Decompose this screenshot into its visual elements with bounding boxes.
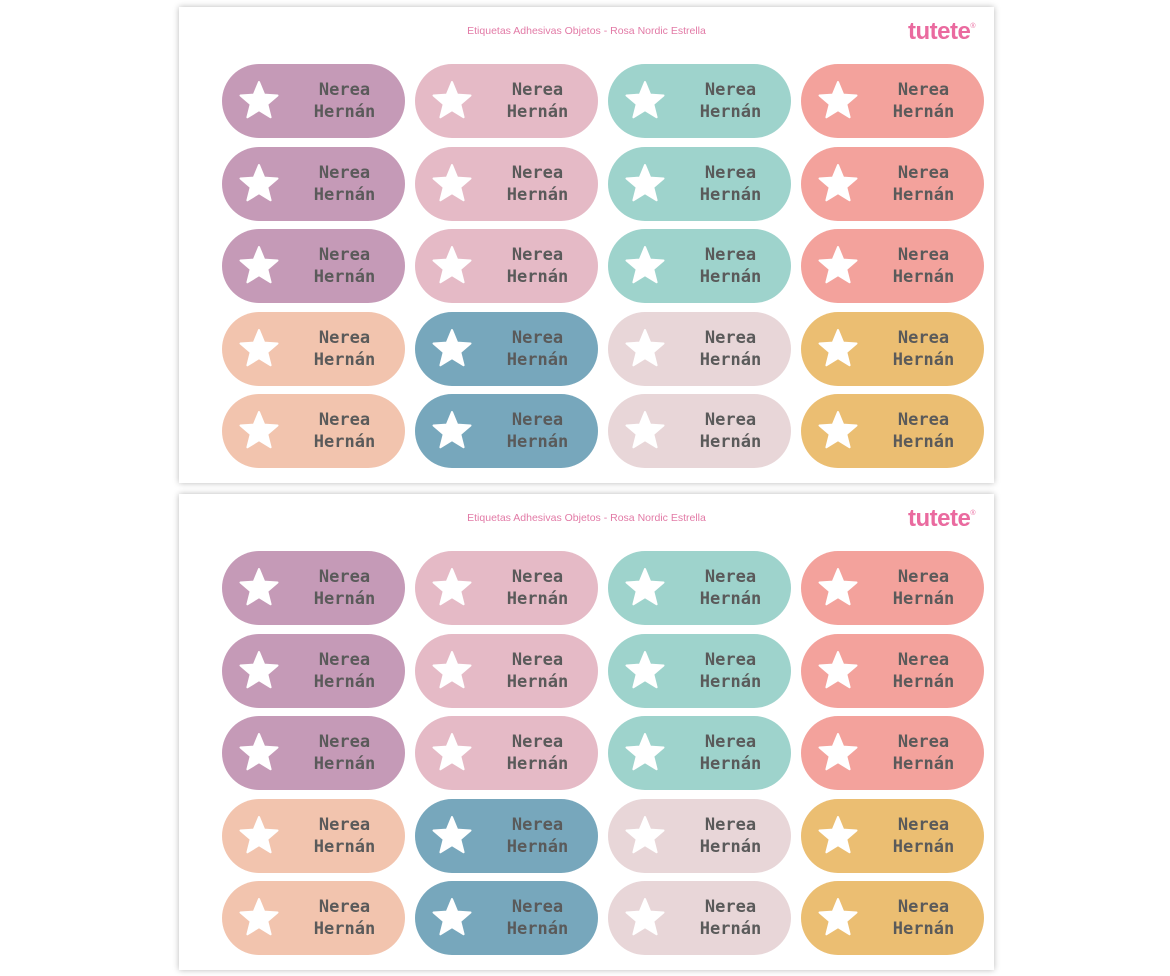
name-label-sticker [222, 551, 405, 625]
name-label-sticker [801, 634, 984, 708]
brand-name: tutete [907, 18, 971, 45]
last-name: Hernán [699, 267, 762, 287]
last-name: Hernán [892, 349, 955, 370]
first-name: Nerea [318, 732, 371, 752]
star-icon [625, 328, 665, 368]
last-name: Hernán [892, 919, 955, 939]
name-label-sticker [801, 229, 984, 303]
name-label-sticker [222, 64, 405, 138]
last-name: Hernán [313, 349, 376, 370]
name-label-sticker [801, 716, 984, 790]
sheet-title: Etiquetas Adhesivas Objetos - Rosa Nordic Estrella [467, 512, 706, 524]
label-name [487, 566, 588, 610]
first-name: Nerea [511, 410, 564, 430]
label-name [487, 162, 588, 206]
label-name [873, 649, 974, 693]
label-name [873, 896, 974, 940]
label-name [680, 79, 781, 123]
star-icon [239, 897, 279, 937]
label-name [873, 566, 974, 610]
first-name: Nerea [704, 649, 757, 670]
first-name: Nerea [897, 80, 950, 100]
last-name: Hernán [892, 267, 955, 287]
name-label-sticker [415, 64, 598, 138]
name-label-sticker [222, 716, 405, 790]
label-name [487, 409, 588, 453]
name-label-sticker [801, 551, 984, 625]
star-icon [432, 328, 472, 368]
label-name [294, 814, 395, 858]
label-name [680, 814, 781, 858]
first-name: Nerea [897, 245, 950, 265]
last-name: Hernán [506, 184, 569, 205]
label-name [294, 244, 395, 288]
name-label-sticker [608, 394, 791, 468]
label-name [873, 731, 974, 775]
label-name [294, 731, 395, 775]
label-name [873, 327, 974, 371]
label-name [487, 731, 588, 775]
label-name [294, 409, 395, 453]
last-name: Hernán [892, 102, 955, 122]
label-name [873, 79, 974, 123]
star-icon [818, 410, 858, 450]
label-name [873, 244, 974, 288]
first-name: Nerea [704, 327, 757, 348]
label-name [487, 327, 588, 371]
registered-mark: ® [970, 23, 975, 30]
name-label-sticker [415, 881, 598, 955]
first-name: Nerea [318, 897, 371, 917]
name-label-sticker [801, 394, 984, 468]
last-name: Hernán [506, 919, 569, 939]
first-name: Nerea [897, 732, 950, 752]
name-label-sticker [415, 551, 598, 625]
name-label-sticker [222, 799, 405, 873]
name-label-sticker [608, 634, 791, 708]
label-name [873, 409, 974, 453]
star-icon [239, 80, 279, 120]
last-name: Hernán [892, 184, 955, 205]
last-name: Hernán [699, 919, 762, 939]
star-icon [239, 410, 279, 450]
star-icon [432, 567, 472, 607]
star-icon [818, 650, 858, 690]
first-name: Nerea [704, 897, 757, 917]
name-label-sticker [222, 147, 405, 221]
first-name: Nerea [897, 649, 950, 670]
star-icon [432, 163, 472, 203]
label-name [680, 162, 781, 206]
first-name: Nerea [511, 80, 564, 100]
star-icon [432, 815, 472, 855]
label-name [680, 327, 781, 371]
star-icon [818, 328, 858, 368]
first-name: Nerea [704, 410, 757, 430]
star-icon [432, 897, 472, 937]
label-name [487, 244, 588, 288]
last-name: Hernán [313, 836, 376, 857]
star-icon [432, 80, 472, 120]
name-label-sticker [608, 312, 791, 386]
last-name: Hernán [506, 432, 569, 452]
brand-logo [908, 505, 975, 533]
star-icon [818, 897, 858, 937]
label-name [487, 79, 588, 123]
first-name: Nerea [318, 327, 371, 348]
last-name: Hernán [699, 671, 762, 692]
star-icon [625, 815, 665, 855]
name-label-sticker [222, 881, 405, 955]
label-name [294, 162, 395, 206]
label-name [873, 814, 974, 858]
star-icon [818, 245, 858, 285]
name-label-sticker [415, 716, 598, 790]
label-sheet [179, 7, 994, 483]
last-name: Hernán [313, 102, 376, 122]
sheet-title: Etiquetas Adhesivas Objetos - Rosa Nordic Estrella [467, 25, 706, 37]
label-name [873, 162, 974, 206]
name-label-sticker [415, 147, 598, 221]
last-name: Hernán [506, 349, 569, 370]
first-name: Nerea [704, 80, 757, 100]
label-name [680, 409, 781, 453]
label-grid [222, 551, 984, 955]
last-name: Hernán [506, 267, 569, 287]
name-label-sticker [608, 799, 791, 873]
last-name: Hernán [313, 267, 376, 287]
last-name: Hernán [892, 836, 955, 857]
name-label-sticker [608, 716, 791, 790]
star-icon [239, 567, 279, 607]
last-name: Hernán [699, 102, 762, 122]
last-name: Hernán [313, 671, 376, 692]
star-icon [818, 163, 858, 203]
last-name: Hernán [699, 432, 762, 452]
label-name [487, 896, 588, 940]
label-name [680, 896, 781, 940]
first-name: Nerea [318, 649, 371, 670]
label-name [487, 814, 588, 858]
first-name: Nerea [704, 814, 757, 835]
last-name: Hernán [313, 589, 376, 609]
label-name [294, 896, 395, 940]
first-name: Nerea [318, 80, 371, 100]
star-icon [625, 650, 665, 690]
first-name: Nerea [318, 245, 371, 265]
first-name: Nerea [704, 245, 757, 265]
label-grid [222, 64, 984, 468]
label-name [294, 649, 395, 693]
name-label-sticker [415, 634, 598, 708]
last-name: Hernán [699, 184, 762, 205]
name-label-sticker [608, 64, 791, 138]
star-icon [239, 732, 279, 772]
label-name [294, 566, 395, 610]
last-name: Hernán [506, 102, 569, 122]
star-icon [239, 650, 279, 690]
last-name: Hernán [506, 671, 569, 692]
label-name [680, 731, 781, 775]
first-name: Nerea [897, 327, 950, 348]
last-name: Hernán [506, 589, 569, 609]
last-name: Hernán [699, 589, 762, 609]
last-name: Hernán [506, 754, 569, 774]
first-name: Nerea [704, 732, 757, 752]
star-icon [818, 732, 858, 772]
star-icon [625, 410, 665, 450]
star-icon [818, 567, 858, 607]
label-name [680, 244, 781, 288]
last-name: Hernán [506, 836, 569, 857]
name-label-sticker [608, 229, 791, 303]
star-icon [239, 245, 279, 285]
name-label-sticker [222, 229, 405, 303]
last-name: Hernán [313, 184, 376, 205]
star-icon [625, 80, 665, 120]
star-icon [432, 732, 472, 772]
first-name: Nerea [511, 814, 564, 835]
label-sheet [179, 494, 994, 970]
label-name [294, 327, 395, 371]
name-label-sticker [608, 551, 791, 625]
first-name: Nerea [511, 567, 564, 587]
first-name: Nerea [511, 649, 564, 670]
name-label-sticker [222, 312, 405, 386]
first-name: Nerea [704, 567, 757, 587]
star-icon [625, 732, 665, 772]
star-icon [818, 815, 858, 855]
name-label-sticker [222, 394, 405, 468]
first-name: Nerea [318, 410, 371, 430]
name-label-sticker [608, 881, 791, 955]
label-name [680, 649, 781, 693]
star-icon [239, 328, 279, 368]
last-name: Hernán [892, 671, 955, 692]
label-name [294, 79, 395, 123]
last-name: Hernán [313, 432, 376, 452]
first-name: Nerea [511, 897, 564, 917]
last-name: Hernán [699, 836, 762, 857]
first-name: Nerea [897, 567, 950, 587]
star-icon [625, 567, 665, 607]
star-icon [625, 245, 665, 285]
name-label-sticker [801, 147, 984, 221]
first-name: Nerea [318, 162, 371, 183]
last-name: Hernán [313, 919, 376, 939]
name-label-sticker [801, 312, 984, 386]
first-name: Nerea [897, 410, 950, 430]
star-icon [432, 245, 472, 285]
first-name: Nerea [897, 162, 950, 183]
first-name: Nerea [511, 732, 564, 752]
brand-name: tutete [907, 505, 971, 532]
star-icon [818, 80, 858, 120]
last-name: Hernán [699, 349, 762, 370]
last-name: Hernán [313, 754, 376, 774]
name-label-sticker [801, 64, 984, 138]
brand-logo [908, 18, 975, 46]
star-icon [239, 815, 279, 855]
star-icon [432, 650, 472, 690]
first-name: Nerea [318, 567, 371, 587]
star-icon [239, 163, 279, 203]
first-name: Nerea [511, 245, 564, 265]
label-name [680, 566, 781, 610]
first-name: Nerea [511, 327, 564, 348]
name-label-sticker [415, 229, 598, 303]
last-name: Hernán [892, 754, 955, 774]
registered-mark: ® [970, 510, 975, 517]
first-name: Nerea [511, 162, 564, 183]
first-name: Nerea [318, 814, 371, 835]
last-name: Hernán [892, 589, 955, 609]
last-name: Hernán [892, 432, 955, 452]
name-label-sticker [415, 312, 598, 386]
name-label-sticker [801, 881, 984, 955]
last-name: Hernán [699, 754, 762, 774]
name-label-sticker [801, 799, 984, 873]
star-icon [625, 897, 665, 937]
name-label-sticker [222, 634, 405, 708]
name-label-sticker [608, 147, 791, 221]
star-icon [625, 163, 665, 203]
star-icon [432, 410, 472, 450]
name-label-sticker [415, 799, 598, 873]
label-name [487, 649, 588, 693]
first-name: Nerea [897, 897, 950, 917]
first-name: Nerea [897, 814, 950, 835]
name-label-sticker [415, 394, 598, 468]
first-name: Nerea [704, 162, 757, 183]
